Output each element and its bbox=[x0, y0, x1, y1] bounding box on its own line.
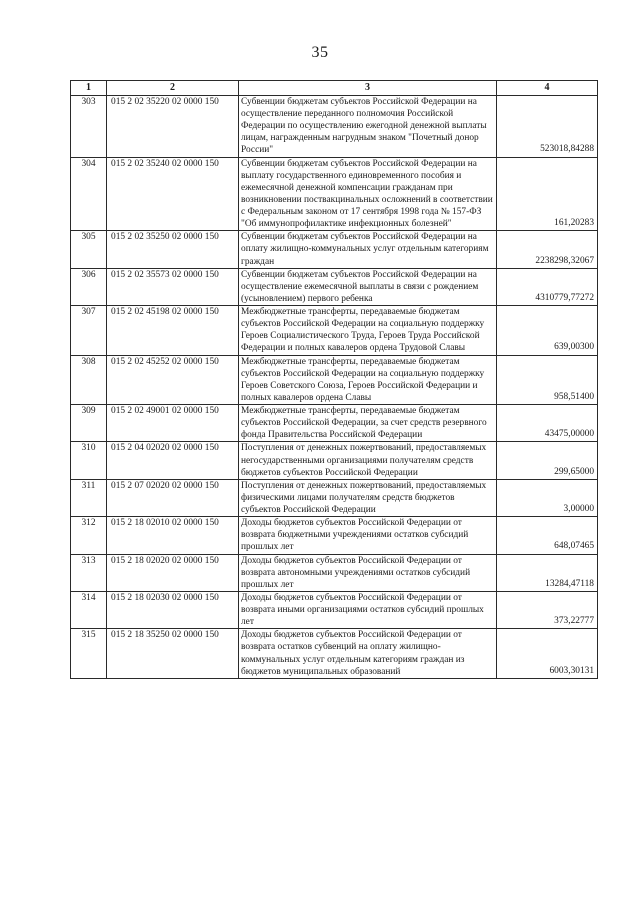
budget-code: 015 2 02 49001 02 0000 150 bbox=[107, 405, 239, 442]
budget-code: 015 2 07 02020 02 0000 150 bbox=[107, 479, 239, 516]
budget-code: 015 2 02 45252 02 0000 150 bbox=[107, 355, 239, 405]
header-col-3: 3 bbox=[239, 81, 497, 96]
budget-code: 015 2 02 35250 02 0000 150 bbox=[107, 231, 239, 268]
amount: 43475,00000 bbox=[497, 405, 598, 442]
amount: 373,22777 bbox=[497, 591, 598, 628]
table-row bbox=[71, 517, 598, 554]
amount: 4310779,77272 bbox=[497, 268, 598, 305]
revenue-name: Доходы бюджетов субъектов Российской Федерации от возврата автономными учреждениями остатков субсидий прошлых лет bbox=[239, 554, 497, 591]
row-number: 313 bbox=[71, 554, 107, 591]
budget-code: 015 2 18 02010 02 0000 150 bbox=[107, 517, 239, 554]
row-number: 307 bbox=[71, 306, 107, 356]
row-number: 308 bbox=[71, 355, 107, 405]
header-col-4: 4 bbox=[497, 81, 598, 96]
revenue-name: Межбюджетные трансферты, передаваемые бюджетам субъектов Российской Федерации на социальную поддержку Героев Советского Союза, Героев Российской Федерации и полных кавалеров ордена Славы bbox=[239, 355, 497, 405]
header-col-2: 2 bbox=[107, 81, 239, 96]
row-number: 305 bbox=[71, 231, 107, 268]
revenue-name: Субвенции бюджетам субъектов Российской Федерации на оплату жилищно-коммунальных услуг отдельным категориям граждан bbox=[239, 231, 497, 268]
budget-revenue-table bbox=[70, 80, 598, 679]
revenue-name: Поступления от денежных пожертвований, предоставляемых негосударственными организациями получателям средств бюджетов субъектов Российской Федерации bbox=[239, 442, 497, 479]
row-number: 312 bbox=[71, 517, 107, 554]
table-header-row bbox=[71, 81, 598, 96]
revenue-name: Поступления от денежных пожертвований, предоставляемых физическими лицами получателям средств бюджетов субъектов Российской Федерации bbox=[239, 479, 497, 516]
budget-code: 015 2 18 02030 02 0000 150 bbox=[107, 591, 239, 628]
amount: 523018,84288 bbox=[497, 95, 598, 157]
amount: 639,00300 bbox=[497, 306, 598, 356]
revenue-name: Субвенции бюджетам субъектов Российской Федерации на выплату государственного единовременного пособия и ежемесячной денежной компенсации гражданам при возникновении поствакцинальных осложнений в соответствии с Федеральным законом от 17 сентября 1998 года № 157-ФЗ "Об иммунопрофилактике инфекционных болезней" bbox=[239, 157, 497, 231]
table-row bbox=[71, 405, 598, 442]
row-number: 315 bbox=[71, 629, 107, 679]
amount: 6003,30131 bbox=[497, 629, 598, 679]
row-number: 304 bbox=[71, 157, 107, 231]
budget-code: 015 2 18 02020 02 0000 150 bbox=[107, 554, 239, 591]
table-row bbox=[71, 268, 598, 305]
row-number: 303 bbox=[71, 95, 107, 157]
amount: 2238298,32067 bbox=[497, 231, 598, 268]
table-row bbox=[71, 306, 598, 356]
budget-code: 015 2 02 45198 02 0000 150 bbox=[107, 306, 239, 356]
revenue-name: Доходы бюджетов субъектов Российской Федерации от возврата остатков субвенций на оплату жилищно-коммунальных услуг отдельным категориям граждан из бюджетов муниципальных образований bbox=[239, 629, 497, 679]
budget-code: 015 2 02 35573 02 0000 150 bbox=[107, 268, 239, 305]
amount: 648,07465 bbox=[497, 517, 598, 554]
amount: 958,51400 bbox=[497, 355, 598, 405]
revenue-name: Доходы бюджетов субъектов Российской Федерации от возврата иными организациями остатков субсидий прошлых лет bbox=[239, 591, 497, 628]
table-row bbox=[71, 591, 598, 628]
revenue-name: Межбюджетные трансферты, передаваемые бюджетам субъектов Российской Федерации, за счет средств резервного фонда Правительства Российской Федерации bbox=[239, 405, 497, 442]
table-row bbox=[71, 554, 598, 591]
amount: 13284,47118 bbox=[497, 554, 598, 591]
revenue-name: Субвенции бюджетам субъектов Российской Федерации на осуществление переданного полномочия Российской Федерации по осуществлению ежегодной денежной выплаты лицам, награжденным нагрудным знаком "Почетный донор России" bbox=[239, 95, 497, 157]
table-row bbox=[71, 95, 598, 157]
budget-code: 015 2 02 35220 02 0000 150 bbox=[107, 95, 239, 157]
row-number: 310 bbox=[71, 442, 107, 479]
amount: 161,20283 bbox=[497, 157, 598, 231]
row-number: 314 bbox=[71, 591, 107, 628]
row-number: 306 bbox=[71, 268, 107, 305]
row-number: 309 bbox=[71, 405, 107, 442]
revenue-name: Доходы бюджетов субъектов Российской Федерации от возврата бюджетными учреждениями остатков субсидий прошлых лет bbox=[239, 517, 497, 554]
amount: 3,00000 bbox=[497, 479, 598, 516]
budget-code: 015 2 02 35240 02 0000 150 bbox=[107, 157, 239, 231]
budget-code: 015 2 18 35250 02 0000 150 bbox=[107, 629, 239, 679]
revenue-name: Межбюджетные трансферты, передаваемые бюджетам субъектов Российской Федерации на социальную поддержку Героев Социалистического Труда, Героев Труда Российской Федерации и полных кавалеров ордена Трудовой Славы bbox=[239, 306, 497, 356]
header-col-1: 1 bbox=[71, 81, 107, 96]
budget-code: 015 2 04 02020 02 0000 150 bbox=[107, 442, 239, 479]
table-row bbox=[71, 157, 598, 231]
amount: 299,65000 bbox=[497, 442, 598, 479]
table-row bbox=[71, 442, 598, 479]
table-row bbox=[71, 355, 598, 405]
row-number: 311 bbox=[71, 479, 107, 516]
table-row bbox=[71, 479, 598, 516]
revenue-name: Субвенции бюджетам субъектов Российской Федерации на осуществление ежемесячной выплаты в связи с рождением (усыновлением) первого ребенка bbox=[239, 268, 497, 305]
table-row bbox=[71, 629, 598, 679]
page-number: 35 bbox=[311, 44, 329, 61]
table-row bbox=[71, 231, 598, 268]
